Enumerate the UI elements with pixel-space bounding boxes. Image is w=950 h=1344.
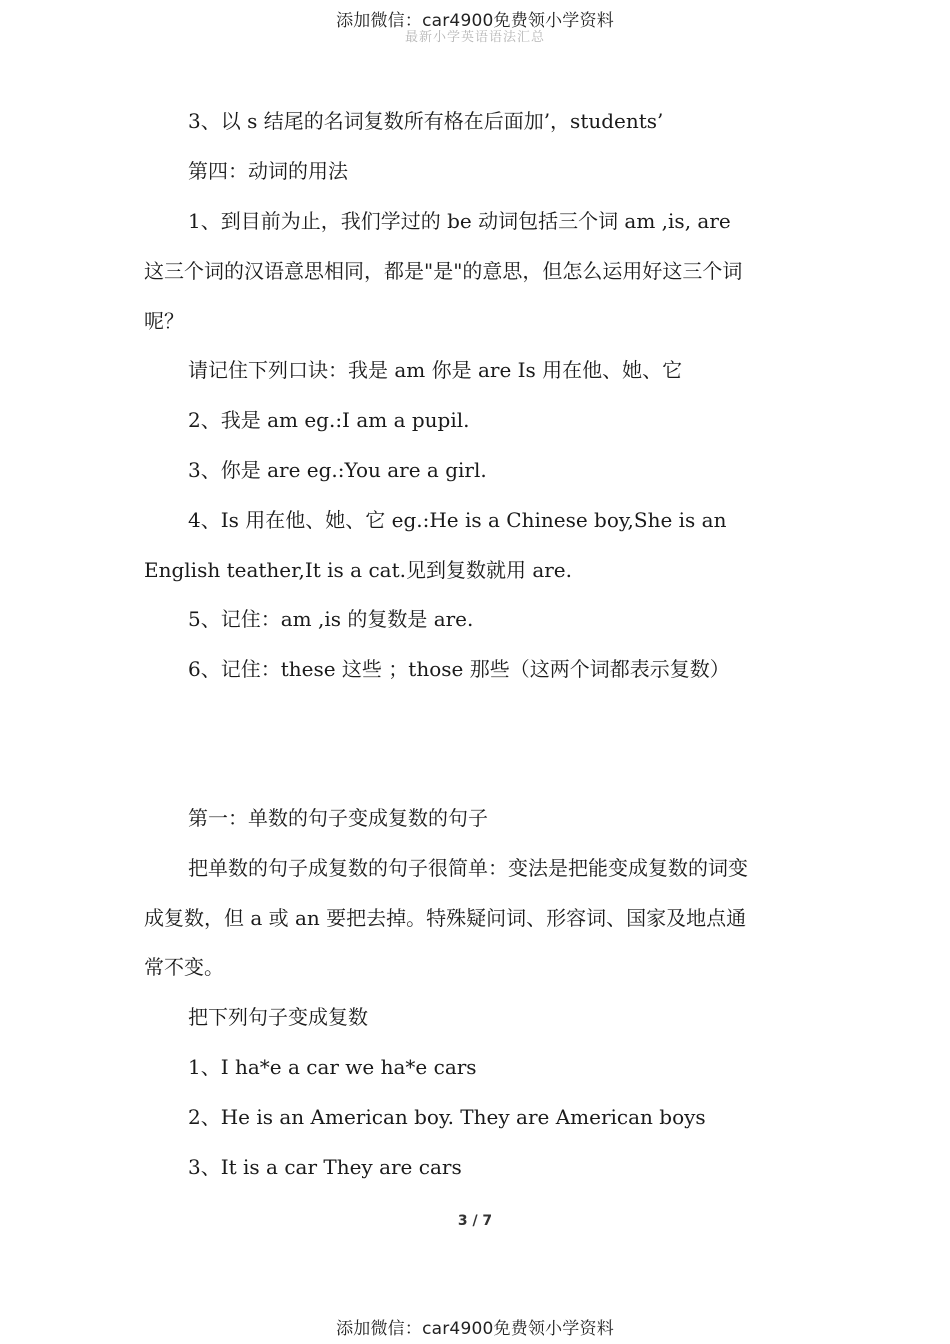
text-line: 呢？ bbox=[144, 309, 184, 333]
text-line: 3、It is a car They are cars bbox=[188, 1155, 462, 1179]
text-line: 把单数的句子成复数的句子很简单：变法是把能变成复数的词变 bbox=[188, 856, 748, 880]
text-line: 2、我是 am eg.:I am a pupil. bbox=[188, 408, 470, 432]
text-line: 1、到目前为止，我们学过的 be 动词包括三个词 am ,is, are bbox=[188, 209, 731, 233]
text-line: 4、Is 用在他、她、它 eg.:He is a Chinese boy,She is an bbox=[188, 508, 727, 532]
watermark-top: 添加微信：car4900免费领小学资料 bbox=[336, 11, 614, 31]
watermark-bottom: 添加微信：car4900免费领小学资料 bbox=[336, 1319, 614, 1339]
text-line: 3、你是 are eg.:You are a girl. bbox=[188, 458, 487, 482]
page-header: 最新小学英语语法汇总 bbox=[404, 30, 545, 45]
text-line: 这三个词的汉语意思相同，都是"是"的意思，但怎么运用好这三个词 bbox=[144, 259, 743, 283]
text-line: 3、以 s 结尾的名词复数所有格在后面加’，students’ bbox=[188, 109, 664, 133]
text-line: 成复数，但 a 或 an 要把去掉。特殊疑问词、形容词、国家及地点通 bbox=[144, 906, 747, 930]
text-line: 1、I ha*e a car we ha*e cars bbox=[188, 1055, 477, 1079]
text-line: English teather,It is a cat.见到复数就用 are. bbox=[144, 558, 572, 582]
text-line: 常不变。 bbox=[144, 955, 224, 979]
section-heading: 第一：单数的句子变成复数的句子 bbox=[188, 806, 488, 830]
page-number: 3 / 7 bbox=[457, 1213, 493, 1229]
text-line: 把下列句子变成复数 bbox=[188, 1005, 368, 1029]
text-line: 2、He is an American boy. They are American boys bbox=[188, 1105, 706, 1129]
text-line: 5、记住：am ,is 的复数是 are. bbox=[188, 607, 474, 631]
text-line: 6、记住：these 这些 ；those 那些（这两个词都表示复数） bbox=[188, 657, 730, 681]
text-line: 请记住下列口诀：我是 am 你是 are Is 用在他、她、它 bbox=[188, 358, 683, 382]
section-heading: 第四：动词的用法 bbox=[188, 159, 348, 183]
